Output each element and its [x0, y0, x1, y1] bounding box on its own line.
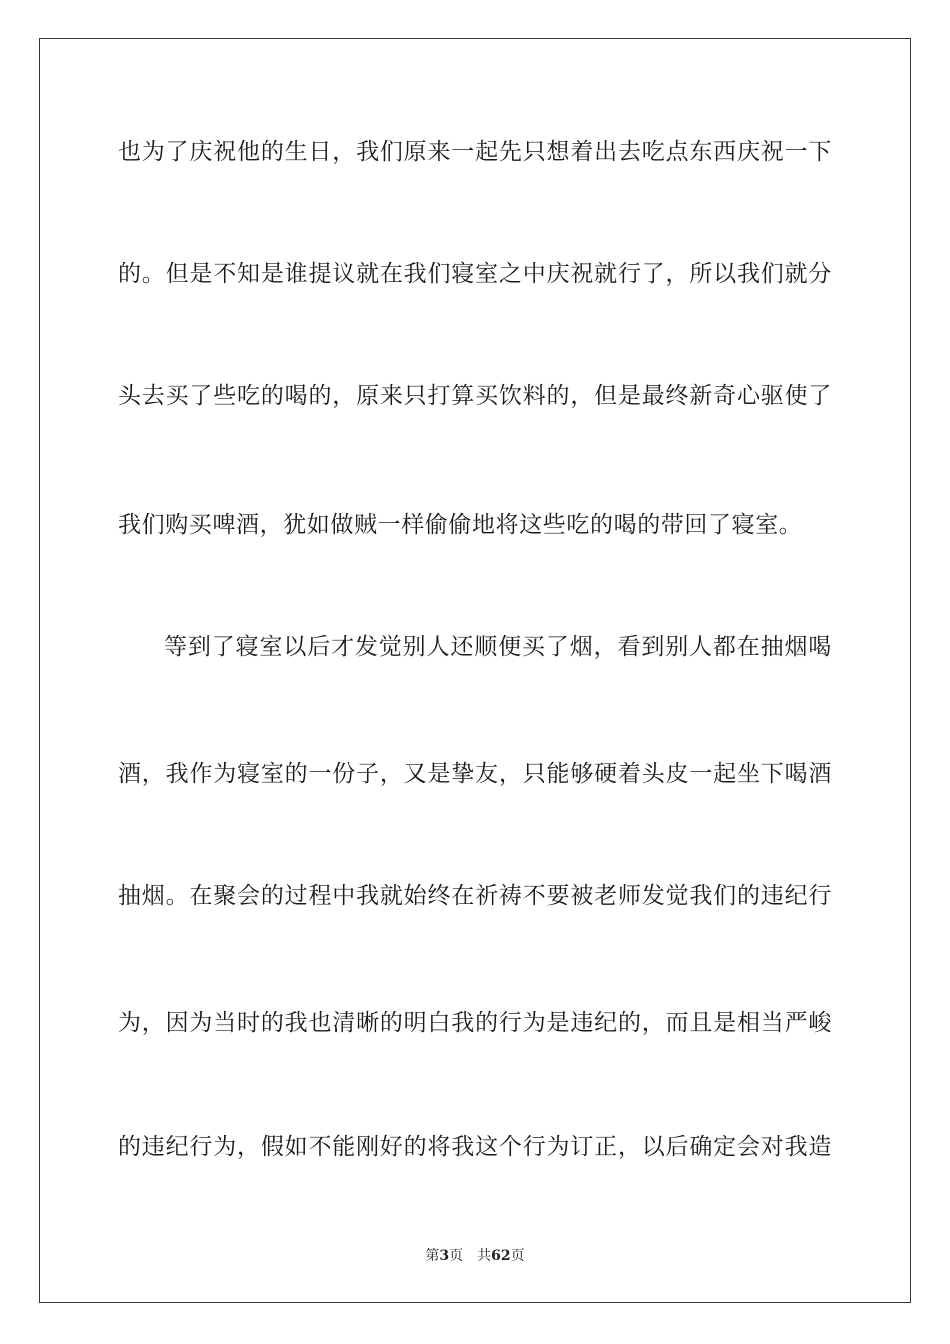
total-prefix: 共	[477, 1248, 492, 1264]
text-line-6: 酒，我作为寝室的一份子，又是挚友，只能够硬着头皮一起坐下喝酒	[118, 761, 832, 787]
text-line-4: 我们购买啤酒，犹如做贼一样偷偷地将这些吃的喝的带回了寝室。	[118, 512, 803, 538]
text-line-1: 也为了庆祝他的生日，我们原来一起先只想着出去吃点东西庆祝一下	[118, 139, 832, 165]
page-footer	[0, 1247, 950, 1265]
text-line-3: 头去买了些吃的喝的，原来只打算买饮料的，但是最终新奇心驱使了	[118, 383, 832, 409]
page-border	[39, 38, 911, 1303]
text-line-5: 等到了寝室以后才发觉别人还顺便买了烟，看到别人都在抽烟喝	[164, 634, 832, 660]
total-pages: 62	[491, 1248, 511, 1264]
text-line-7: 抽烟。在聚会的过程中我就始终在祈祷不要被老师发觉我们的违纪行	[118, 883, 832, 909]
text-line-9: 的违纪行为，假如不能刚好的将我这个行为订正，以后确定会对我造	[118, 1134, 832, 1160]
page-number: 3	[439, 1248, 450, 1264]
text-line-2: 的。但是不知是谁提议就在我们寝室之中庆祝就行了，所以我们就分	[118, 261, 832, 287]
text-line-8: 为，因为当时的我也清晰的明白我的行为是违纪的，而且是相当严峻	[118, 1010, 832, 1036]
page-prefix: 第	[425, 1248, 440, 1264]
page-suffix: 页	[449, 1248, 464, 1264]
total-suffix: 页	[510, 1248, 525, 1264]
